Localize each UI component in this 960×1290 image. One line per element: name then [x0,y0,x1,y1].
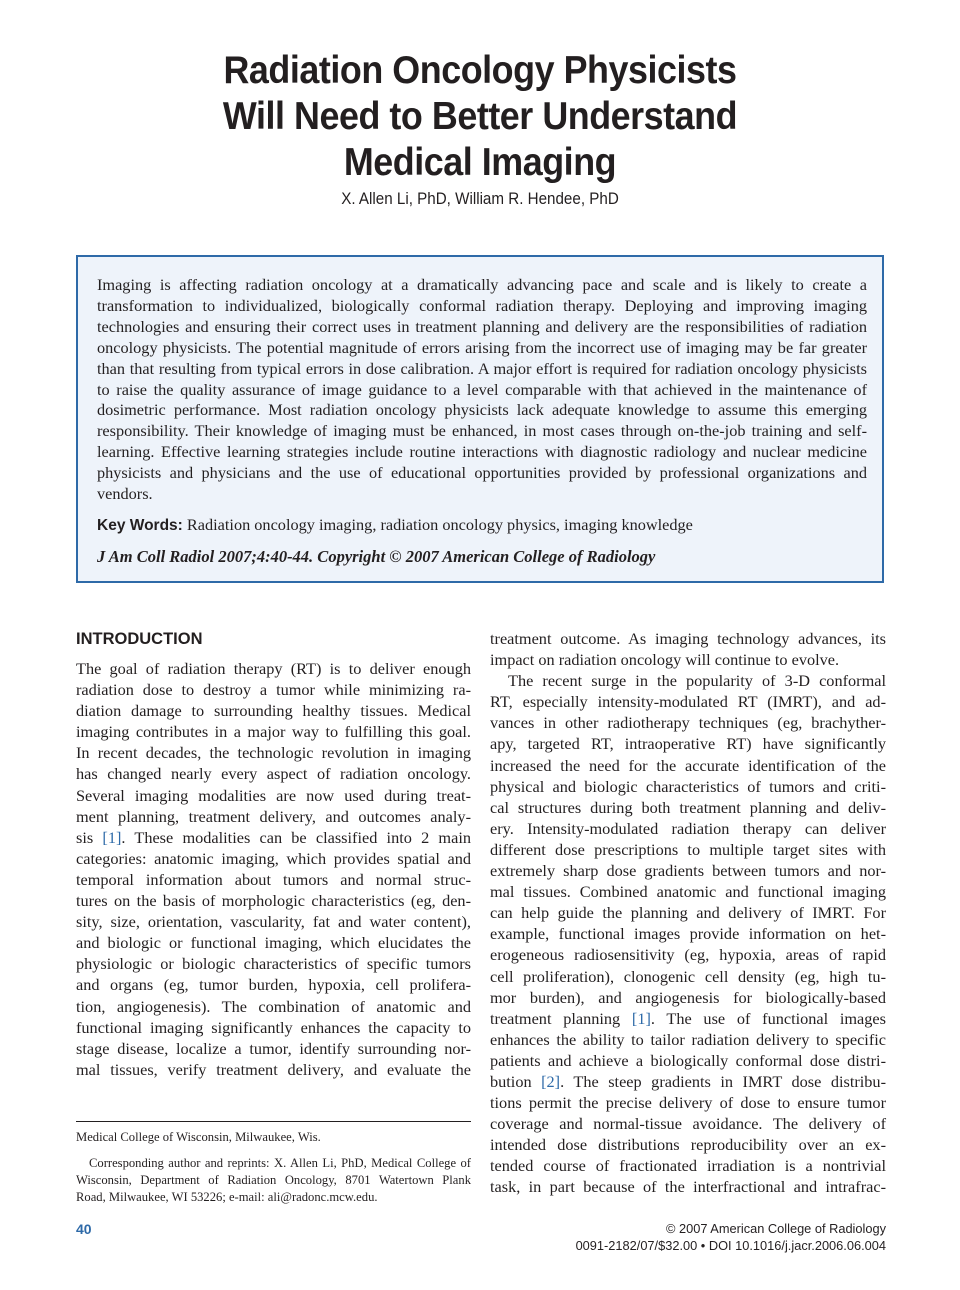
body-line: and biologic or functional imaging, which elucidates the [76,933,471,953]
body-line: physiologic or biologic characteristics of specific tumors [76,954,471,974]
body-text: treatment planning [490,1008,632,1028]
body-line: intended dose distributions reproducibility over an ex- [490,1135,886,1155]
body-line: apy, targeted RT, intraoperative RT) have significantly [490,734,886,754]
body-line: imaging contributes in a major way to fulfilling this goal. [76,722,471,742]
doi-line: 0091-2182/07/$32.00 • DOI 10.1016/j.jacr.2006.06.004 [575,1238,886,1253]
affiliation-footnote: Medical College of Wisconsin, Milwaukee, Wis. [76,1130,321,1144]
copyright-footer [576,1220,886,1254]
body-line: patients and achieve a biologically conformal dose distri- [490,1050,886,1070]
body-line: example, functional images provide information on het- [490,924,886,944]
body-line: Several imaging modalities are now used during treat- [76,785,471,805]
body-line: sity, size, orientation, vascularity, fat and water content), [76,912,471,932]
abstract-text: Imaging is affecting radiation oncology at a dramatically advancing pace and scale and is likely to create a transformation to individualized, biologically conformal radiation therapy. Deploying and improving imaging technologies and ensuring their correct uses in treatment planning and delivery are the responsibilities of radiation oncology physicists. The potential magnitude of errors arising from the incorrect use of imaging may be far greater than that resulting from typical errors in dose calibration. A major effort is required for radiation oncology physicists to raise the quality assurance of image guidance to a level comparable with that achieved in the maintenance of dosimetric performance. Most radiation oncology physicists lack adequate knowledge to assume this emerging responsibility. Their knowledge of imaging must be enhanced, in most cases through on-the-job training and self-learning. Effective learning strategies include routine interactions with diagnostic radiology and nuclear medicine physicists and physicians and the use of educational opportunities provided by professional organizations and vendors. [97,275,867,504]
copyright-line: © 2007 American College of Radiology [666,1221,886,1236]
body-line: ment planning, treatment delivery, and outcomes analy- [76,806,471,826]
body-line: diation damage to surrounding healthy tissues. Medical [76,701,471,721]
article-title [38,48,921,186]
body-line: task, in part because of the interfractional and intrafrac- [490,1177,886,1197]
body-line: categories: anatomic imaging, which provides spatial and [76,848,471,868]
body-line: impact on radiation oncology will continue to evolve. [490,650,840,670]
body-line: physical and biologic characteristics of tumors and criti- [490,776,886,796]
body-line: radiation dose to destroy a tumor while minimizing ra- [76,680,471,700]
citation: J Am Coll Radiol 2007;4:40-44. Copyright © 2007 American College of Radiology [97,547,656,566]
reference-link[interactable]: [2] [541,1071,561,1091]
page-number: 40 [76,1221,92,1237]
title-line: Radiation Oncology Physicists [223,49,737,92]
keywords-list: Radiation oncology imaging, radiation oncology physics, imaging knowledge [186,515,693,534]
body-line: coverage and normal-tissue avoidance. The delivery of [490,1114,886,1134]
authors: X. Allen Li, PhD, William R. Hendee, PhD [341,190,619,208]
footnotes [76,1129,471,1206]
body-line: erogeneous radiosensitivity (eg, hypoxia, areas of rapid [490,945,886,965]
body-line: has changed nearly every aspect of radiation oncology. [76,764,471,784]
body-line: functional imaging significantly enhances the capacity to [76,1017,471,1037]
title-line: Will Need to Better Understand [222,95,738,138]
title-line: Medical Imaging [343,141,617,184]
body-text: bution [490,1071,542,1091]
body-line: temporal information about tumors and normal struc- [76,869,471,889]
body-line: tures on the basis of morphologic characteristics (eg, den- [76,891,471,911]
body-line: vances in other radiotherapy techniques (eg, brachyther- [490,713,886,733]
body-line: mor burden), and angiogenesis for biologically-based [490,987,886,1007]
body-line: cell proliferation), clonogenic cell density (eg, high tu- [490,966,886,986]
body-line: mal tissues, verify treatment delivery, and evaluate the [76,1059,471,1079]
body-line: RT, especially intensity-modulated RT (IMRT), and ad- [490,692,886,712]
correspondence-line: Road, Milwaukee, WI 53226; e-mail: ali@radonc.mcw.edu. [76,1190,378,1204]
body-line: tion, angiogenesis). The combination of anatomic and [76,996,471,1016]
body-line: The goal of radiation therapy (RT) is to deliver enough [76,659,471,678]
body-line: enhances the ability to tailor radiation delivery to specific [490,1029,886,1049]
reference-link[interactable]: [1] [102,827,122,847]
body-line: and organs (eg, tumor burden, hypoxia, cell prolifera- [76,975,471,995]
reference-link[interactable]: [1] [631,1008,651,1028]
body-line: mal tissues. Combined anatomic and functional imaging [490,882,886,902]
body-line: increased the need for the accurate identification of the [490,755,886,775]
body-text: . The steep gradients in IMRT dose distribu- [560,1071,886,1091]
correspondence-line: Wisconsin, Department of Radiation Oncology, 8701 Watertown Plank [76,1173,471,1187]
body-column-left [76,658,471,1080]
body-line: The recent surge in the popularity of 3-D conformal [508,671,886,691]
body-line: different dose prescriptions to multiple target sites with [490,839,886,859]
body-text: . These modalities can be classified into 2 main [121,827,471,847]
body-line: can help guide the planning and delivery of IMRT. For [490,903,886,923]
body-line [490,1008,886,1029]
body-line: In recent decades, the technologic revolution in imaging [76,743,471,763]
body-line: tions permit the precise delivery of dose to ensure tumor [490,1093,886,1113]
body-line [490,1071,886,1092]
section-heading: INTRODUCTION [76,630,203,648]
footnote-divider [76,1121,471,1122]
abstract-box [76,255,884,583]
body-text: . The use of functional images [650,1008,886,1028]
body-line [76,827,471,848]
body-text: sis [76,827,103,847]
keywords-label: Key Words: [97,517,183,534]
body-line: tended course of fractionated irradiation is a nontrivial [490,1156,886,1176]
correspondence-line: Corresponding author and reprints: X. Allen Li, PhD, Medical College of [89,1156,471,1170]
body-line: stage disease, localize a tumor, identify surrounding nor- [76,1038,471,1058]
body-line: ery. Intensity-modulated radiation therapy can deliver [490,818,886,838]
body-line: treatment outcome. As imaging technology advances, its [490,629,886,648]
body-line: cal structures during both treatment planning and deliv- [490,797,886,817]
keywords [97,515,867,535]
body-column-right [490,628,886,1198]
body-line: extremely sharp dose gradients between tumors and nor- [490,861,886,881]
